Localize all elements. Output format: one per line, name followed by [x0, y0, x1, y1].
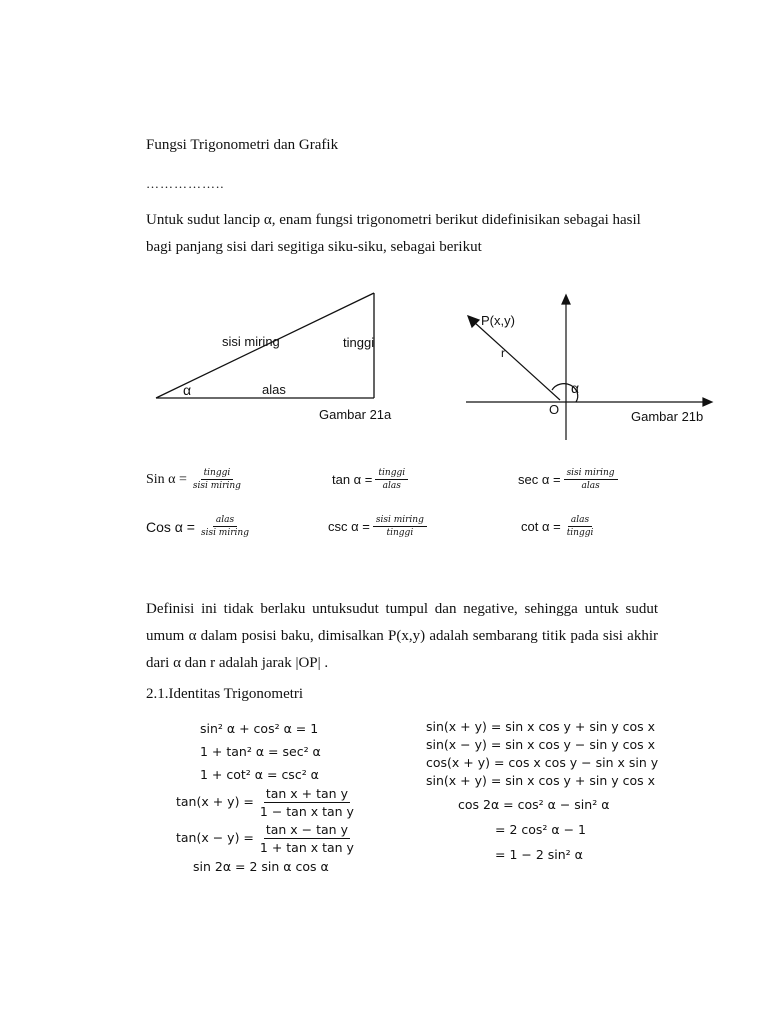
- def-sin-fraction: [190, 468, 244, 491]
- identity-tan-diff-fraction: [258, 822, 356, 855]
- def-sec: [518, 468, 618, 491]
- identity-tan-diff-den: 1 + tan x tan y: [259, 840, 354, 855]
- identity-cos-double-3: = 1 − 2 sin² α: [495, 847, 583, 862]
- def-sin-den: sisi miring: [192, 481, 241, 491]
- identity-tan-sum-fraction: [258, 786, 356, 819]
- x-axis-arrow-icon: [703, 398, 712, 406]
- def-csc-lhs: csc α =: [328, 519, 370, 534]
- def-sec-num: sisi miring: [564, 468, 618, 480]
- identity-tan-diff-lhs: tan(x − y) =: [176, 830, 254, 845]
- def-cos-lhs: Cos α =: [146, 518, 195, 535]
- def-csc-fraction: [373, 515, 427, 538]
- def-tan-den: alas: [382, 481, 401, 491]
- identity-cos-double-2: = 2 cos² α − 1: [495, 822, 587, 837]
- identity-pythagorean-1: sin² α + cos² α = 1: [200, 721, 319, 736]
- definition-note-paragraph: Definisi ini tidak berlaku untuksudut tumpul dan negative, sehingga untuk sudut umum α dalam posisi baku, dimisalkan P(x,y) adalah sembarang titik pada sisi akhir dari α dan r adalah jarak |OP| .: [146, 601, 658, 671]
- def-cos-fraction: [198, 515, 252, 538]
- def-sec-fraction: [564, 468, 618, 491]
- def-cot: [521, 515, 596, 538]
- def-sec-den: alas: [581, 481, 600, 491]
- identity-tan-sum-den: 1 − tan x tan y: [259, 804, 354, 819]
- def-sin-num: tinggi: [201, 468, 234, 480]
- figure-a-caption: Gambar 21a: [319, 407, 392, 422]
- section-heading: 2.1.Identitas Trigonometri: [146, 686, 304, 702]
- point-p-label: P(x,y): [481, 313, 515, 328]
- section-dots: ……………..: [146, 176, 225, 191]
- identity-pythagorean-3: 1 + cot² α = csc² α: [200, 767, 319, 782]
- def-tan-lhs: tan α =: [332, 472, 373, 487]
- def-csc: [328, 515, 427, 538]
- def-csc-num: sisi miring: [373, 515, 427, 527]
- def-cot-den: tinggi: [566, 528, 594, 538]
- figure-b-caption: Gambar 21b: [631, 409, 704, 424]
- y-axis-arrow-icon: [562, 295, 570, 304]
- origin-label: O: [549, 402, 560, 417]
- def-tan-num: tinggi: [375, 468, 408, 480]
- identity-pythagorean-2: 1 + tan² α = sec² α: [200, 744, 321, 759]
- def-sin: [146, 468, 244, 491]
- identity-tan-diff-num: tan x − tan y: [265, 822, 348, 837]
- def-csc-den: tinggi: [386, 528, 414, 538]
- def-tan-fraction: [375, 468, 408, 491]
- r-label: r: [501, 346, 505, 360]
- identity-tan-sum-lhs: tan(x + y) =: [176, 794, 254, 809]
- identity-tan-sum: [176, 786, 356, 819]
- identity-sin-sum: sin(x + y) = sin x cos y + sin y cos x: [426, 719, 656, 734]
- height-label: tinggi: [343, 335, 375, 350]
- def-cos: [146, 515, 252, 538]
- page-title: Fungsi Trigonometri dan Grafik: [146, 137, 339, 153]
- def-cos-num: alas: [213, 515, 237, 527]
- def-cot-lhs: cot α =: [521, 519, 561, 534]
- def-tan: [332, 468, 408, 491]
- identity-sin-sum-repeat: sin(x + y) = sin x cos y + sin y cos x: [426, 773, 656, 788]
- alpha-label-a: α: [183, 382, 192, 398]
- identity-sin-diff: sin(x − y) = sin x cos y − sin y cos x: [426, 737, 656, 752]
- hypotenuse-label: sisi miring: [222, 334, 280, 349]
- identity-tan-diff: [176, 822, 356, 855]
- identity-cos-double-1: cos 2α = cos² α − sin² α: [458, 797, 610, 812]
- identity-sin-double: sin 2α = 2 sin α cos α: [193, 859, 329, 874]
- def-cot-fraction: [564, 515, 597, 538]
- alpha-label-b: α: [571, 380, 580, 396]
- def-cot-num: alas: [568, 515, 592, 527]
- terminal-side-line: [474, 322, 560, 400]
- def-sin-lhs: Sin α =: [146, 471, 187, 487]
- def-sec-lhs: sec α =: [518, 472, 561, 487]
- def-cos-den: sisi miring: [200, 528, 249, 538]
- base-label: alas: [262, 382, 286, 397]
- intro-paragraph: Untuk sudut lancip α, enam fungsi trigonometri berikut didefinisikan sebagai hasil bagi panjang sisi dari segitiga siku-siku, sebagai berikut: [146, 212, 641, 255]
- identity-tan-sum-num: tan x + tan y: [265, 786, 348, 801]
- identity-cos-diff: cos(x + y) = cos x cos y − sin x sin y: [426, 755, 659, 770]
